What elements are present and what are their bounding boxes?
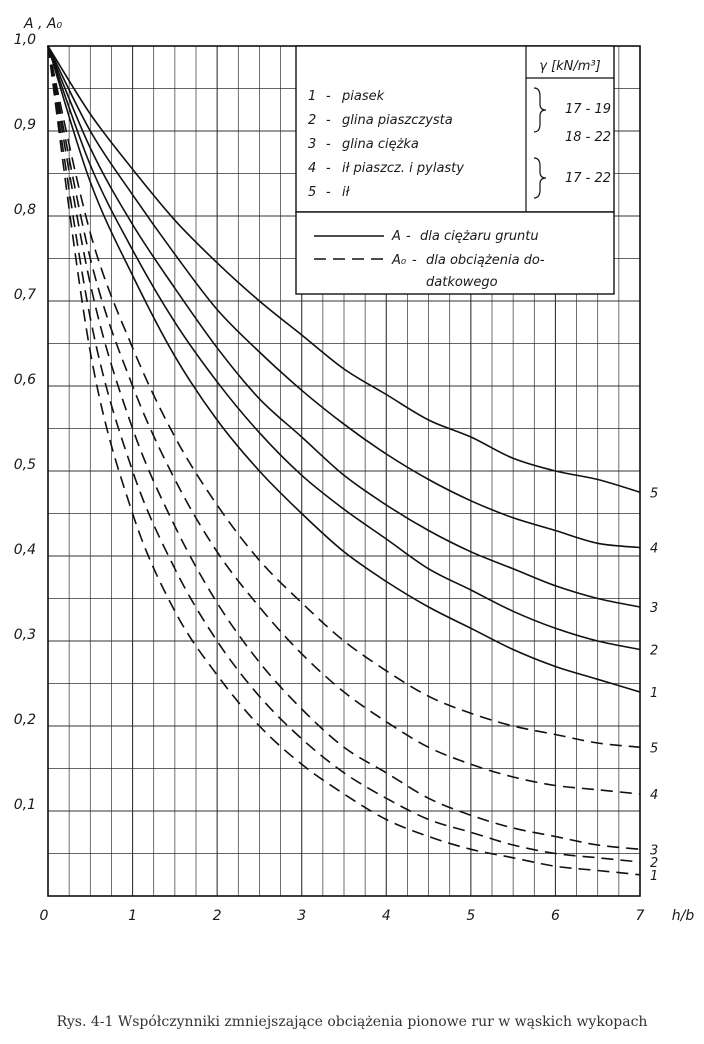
legend-soil-dash: - bbox=[326, 113, 331, 128]
legend-soil-dash: - bbox=[326, 89, 331, 104]
figure-caption: Rys. 4-1 Współczynniki zmniejszające obciążenia pionowe rur w wąskich wykopach bbox=[56, 1014, 648, 1030]
legend-soil-number: 1 bbox=[308, 89, 317, 104]
legend-soil-dash: - bbox=[326, 137, 331, 152]
legend-soil-number: 5 bbox=[308, 185, 317, 200]
series-end-label: 2 bbox=[650, 856, 659, 871]
legend-gamma-header: γ [kN/m³] bbox=[539, 59, 601, 74]
y-tick-label: 0,2 bbox=[13, 712, 36, 728]
x-tick-label: 2 bbox=[212, 908, 222, 924]
x-tick-label: 3 bbox=[297, 908, 307, 924]
series-end-label: 1 bbox=[650, 686, 659, 701]
y-tick-label: 0,7 bbox=[13, 287, 36, 303]
legend-line-text: dla ciężaru gruntu bbox=[420, 229, 539, 244]
x-axis-label: h/b bbox=[671, 908, 695, 924]
y-tick-label: 0,3 bbox=[13, 627, 36, 643]
y-tick-label: 0,4 bbox=[13, 542, 36, 558]
series-end-label: 2 bbox=[650, 643, 659, 659]
legend-line-text: datkowego bbox=[426, 275, 498, 290]
legend-soil-number: 3 bbox=[308, 137, 317, 152]
x-tick-label: 0 bbox=[39, 908, 49, 924]
y-tick-label: 0,8 bbox=[13, 202, 36, 218]
x-tick-label: 6 bbox=[550, 908, 560, 924]
series-end-label: 5 bbox=[650, 486, 659, 502]
legend-line-text: dla obciążenia do- bbox=[426, 253, 545, 268]
legend-gamma-value: 17 - 19 bbox=[564, 102, 612, 117]
series-end-label: 3 bbox=[650, 601, 659, 616]
legend-line-symbol: A bbox=[392, 229, 401, 244]
y-tick-label: 0,9 bbox=[13, 117, 36, 133]
y-tick-label: 0,1 bbox=[13, 797, 36, 813]
legend-line-dash: - bbox=[412, 253, 417, 268]
y-tick-label: 1,0 bbox=[13, 32, 36, 48]
x-tick-label: 5 bbox=[466, 908, 476, 924]
y-tick-label: 0,6 bbox=[13, 372, 36, 388]
x-tick-label: 1 bbox=[128, 908, 138, 924]
legend-gamma-value: 17 - 22 bbox=[564, 171, 612, 186]
legend-soil-name: ił piaszcz. i pylasty bbox=[342, 161, 464, 176]
y-axis-label: A , A₀ bbox=[24, 16, 63, 32]
legend-line-dash: - bbox=[406, 229, 411, 244]
legend-soil-number: 4 bbox=[308, 161, 317, 176]
x-tick-label: 4 bbox=[381, 908, 391, 924]
series-end-label: 4 bbox=[650, 788, 659, 803]
series-end-label: 1 bbox=[650, 868, 659, 884]
legend-soil-name: ił bbox=[342, 185, 350, 200]
legend-gamma-value: 18 - 22 bbox=[564, 130, 612, 145]
legend-soil-number: 2 bbox=[308, 113, 317, 128]
series-end-label: 3 bbox=[650, 843, 659, 859]
x-tick-label: 7 bbox=[635, 908, 645, 924]
legend-line-symbol: A₀ bbox=[392, 253, 407, 268]
legend-soil-name: glina ciężka bbox=[342, 137, 419, 152]
series-end-label: 5 bbox=[650, 741, 659, 757]
legend-soil-name: glina piaszczysta bbox=[342, 113, 453, 128]
series-end-label: 4 bbox=[650, 541, 659, 557]
legend-soil-name: piasek bbox=[342, 89, 385, 104]
legend-soil-dash: - bbox=[326, 161, 331, 176]
y-tick-label: 0,5 bbox=[13, 457, 36, 473]
legend-soil-dash: - bbox=[326, 185, 331, 200]
